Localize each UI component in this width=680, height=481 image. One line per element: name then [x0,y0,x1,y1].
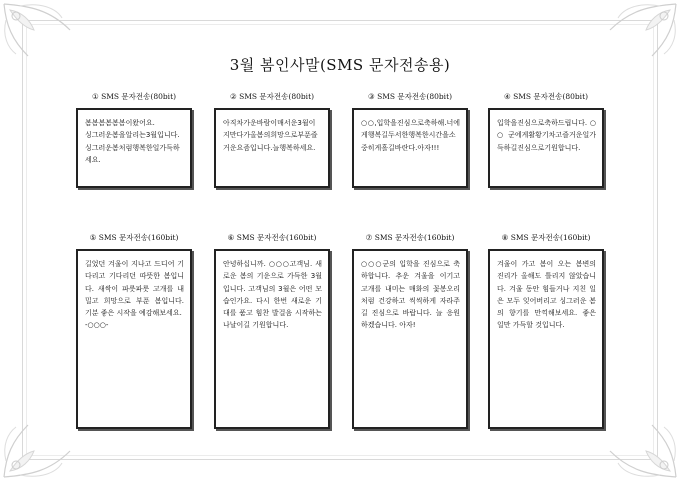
message-box [352,249,468,429]
card-label: ① SMS 문자전송(80bit) [91,92,177,101]
message-text: 겨울이 가고 봄이 오는 봄변의 진리가 올해도 틀리지 않았습니다. 겨울 동안 힘들거나 지친 일은 모두 잊어버리고 싱그러운 봄의 향기를 만끽해보세요. 좋은 일만 가득할 것입니다. [497,260,599,330]
sms-card-160bit-3 [352,233,468,330]
message-box [76,108,192,188]
sms-card-80bit-2 [214,92,330,152]
corner-ornament-icon [0,0,80,60]
corner-ornament-icon [600,0,680,60]
message-text: ○○,입학을진심으로축하해.너에게행복길두서한행복한시간을소중히게흘길바란다.아자!!! [361,119,460,152]
sms-card-80bit-4 [488,92,604,152]
sms-card-80bit-1 [76,92,192,164]
message-box [214,249,330,429]
message-text: 입학을진심으로축하드립니다.○○군에게활황기차고즐거운일가득하길진심으로기원합니다. [497,119,596,152]
message-text: ○○○군의 입학을 진심으로 축하합니다. 추운 겨울을 이기고 고개를 내미는 매화의 꽃봉오리처럼 건강하고 씩씩하게 자라주길 진심으로 바랍니다. 늘 응원하겠습니다. 아자! [361,260,463,330]
message-text: 아직차가운바람이매서운3월이지만다가올봄의희망으로부푼즐거운요즘입니다.늘행복하세요. [223,119,318,152]
message-text: 봄봄봄봄봄봄이왔어요. 싱그러운봄을알리는3월입니다.싱그러운봄처럼행복한일가득하세요. [85,119,180,164]
message-text: 길었던 겨울이 지나고 드디어 기다리고 기다리던 따뜻한 봄입니다. 새싹이 파릇파릇 고개를 내밀고 희망으로 부푼 봄입니다. 기분 좋은 시작을 예감해보세요. -○○○- [85,260,184,330]
sms-card-80bit-3 [352,92,468,152]
message-box [352,108,468,188]
page-title: 3월 봄인사말(SMS 문자전송용) [229,56,451,74]
card-label: ③ SMS 문자전송(80bit) [367,92,453,101]
corner-ornament-icon [0,421,80,481]
sms-card-160bit-1 [76,233,192,330]
message-box [488,249,604,429]
card-label: ⑤ SMS 문자전송(160bit) [89,233,179,242]
message-box [76,249,192,429]
message-box [488,108,604,188]
card-label: ④ SMS 문자전송(80bit) [503,92,589,101]
message-text: 안녕하십니까. ○○○고객님. 새로운 봄의 기운으로 가득한 3월입니다. 고객님의 3월은 어떤 모습인가요. 다시 한번 새로운 기대를 품고 힘찬 발걸음 시작하는 나날이길 기원합니다. [223,260,325,330]
sms-card-160bit-4 [488,233,604,330]
card-label: ⑦ SMS 문자전송(160bit) [365,233,455,242]
card-label: ⑥ SMS 문자전송(160bit) [227,233,317,242]
card-label: ⑧ SMS 문자전송(160bit) [501,233,591,242]
corner-ornament-icon [600,421,680,481]
sms-card-160bit-2 [214,233,330,330]
message-box [214,108,330,188]
card-label: ② SMS 문자전송(80bit) [229,92,315,101]
